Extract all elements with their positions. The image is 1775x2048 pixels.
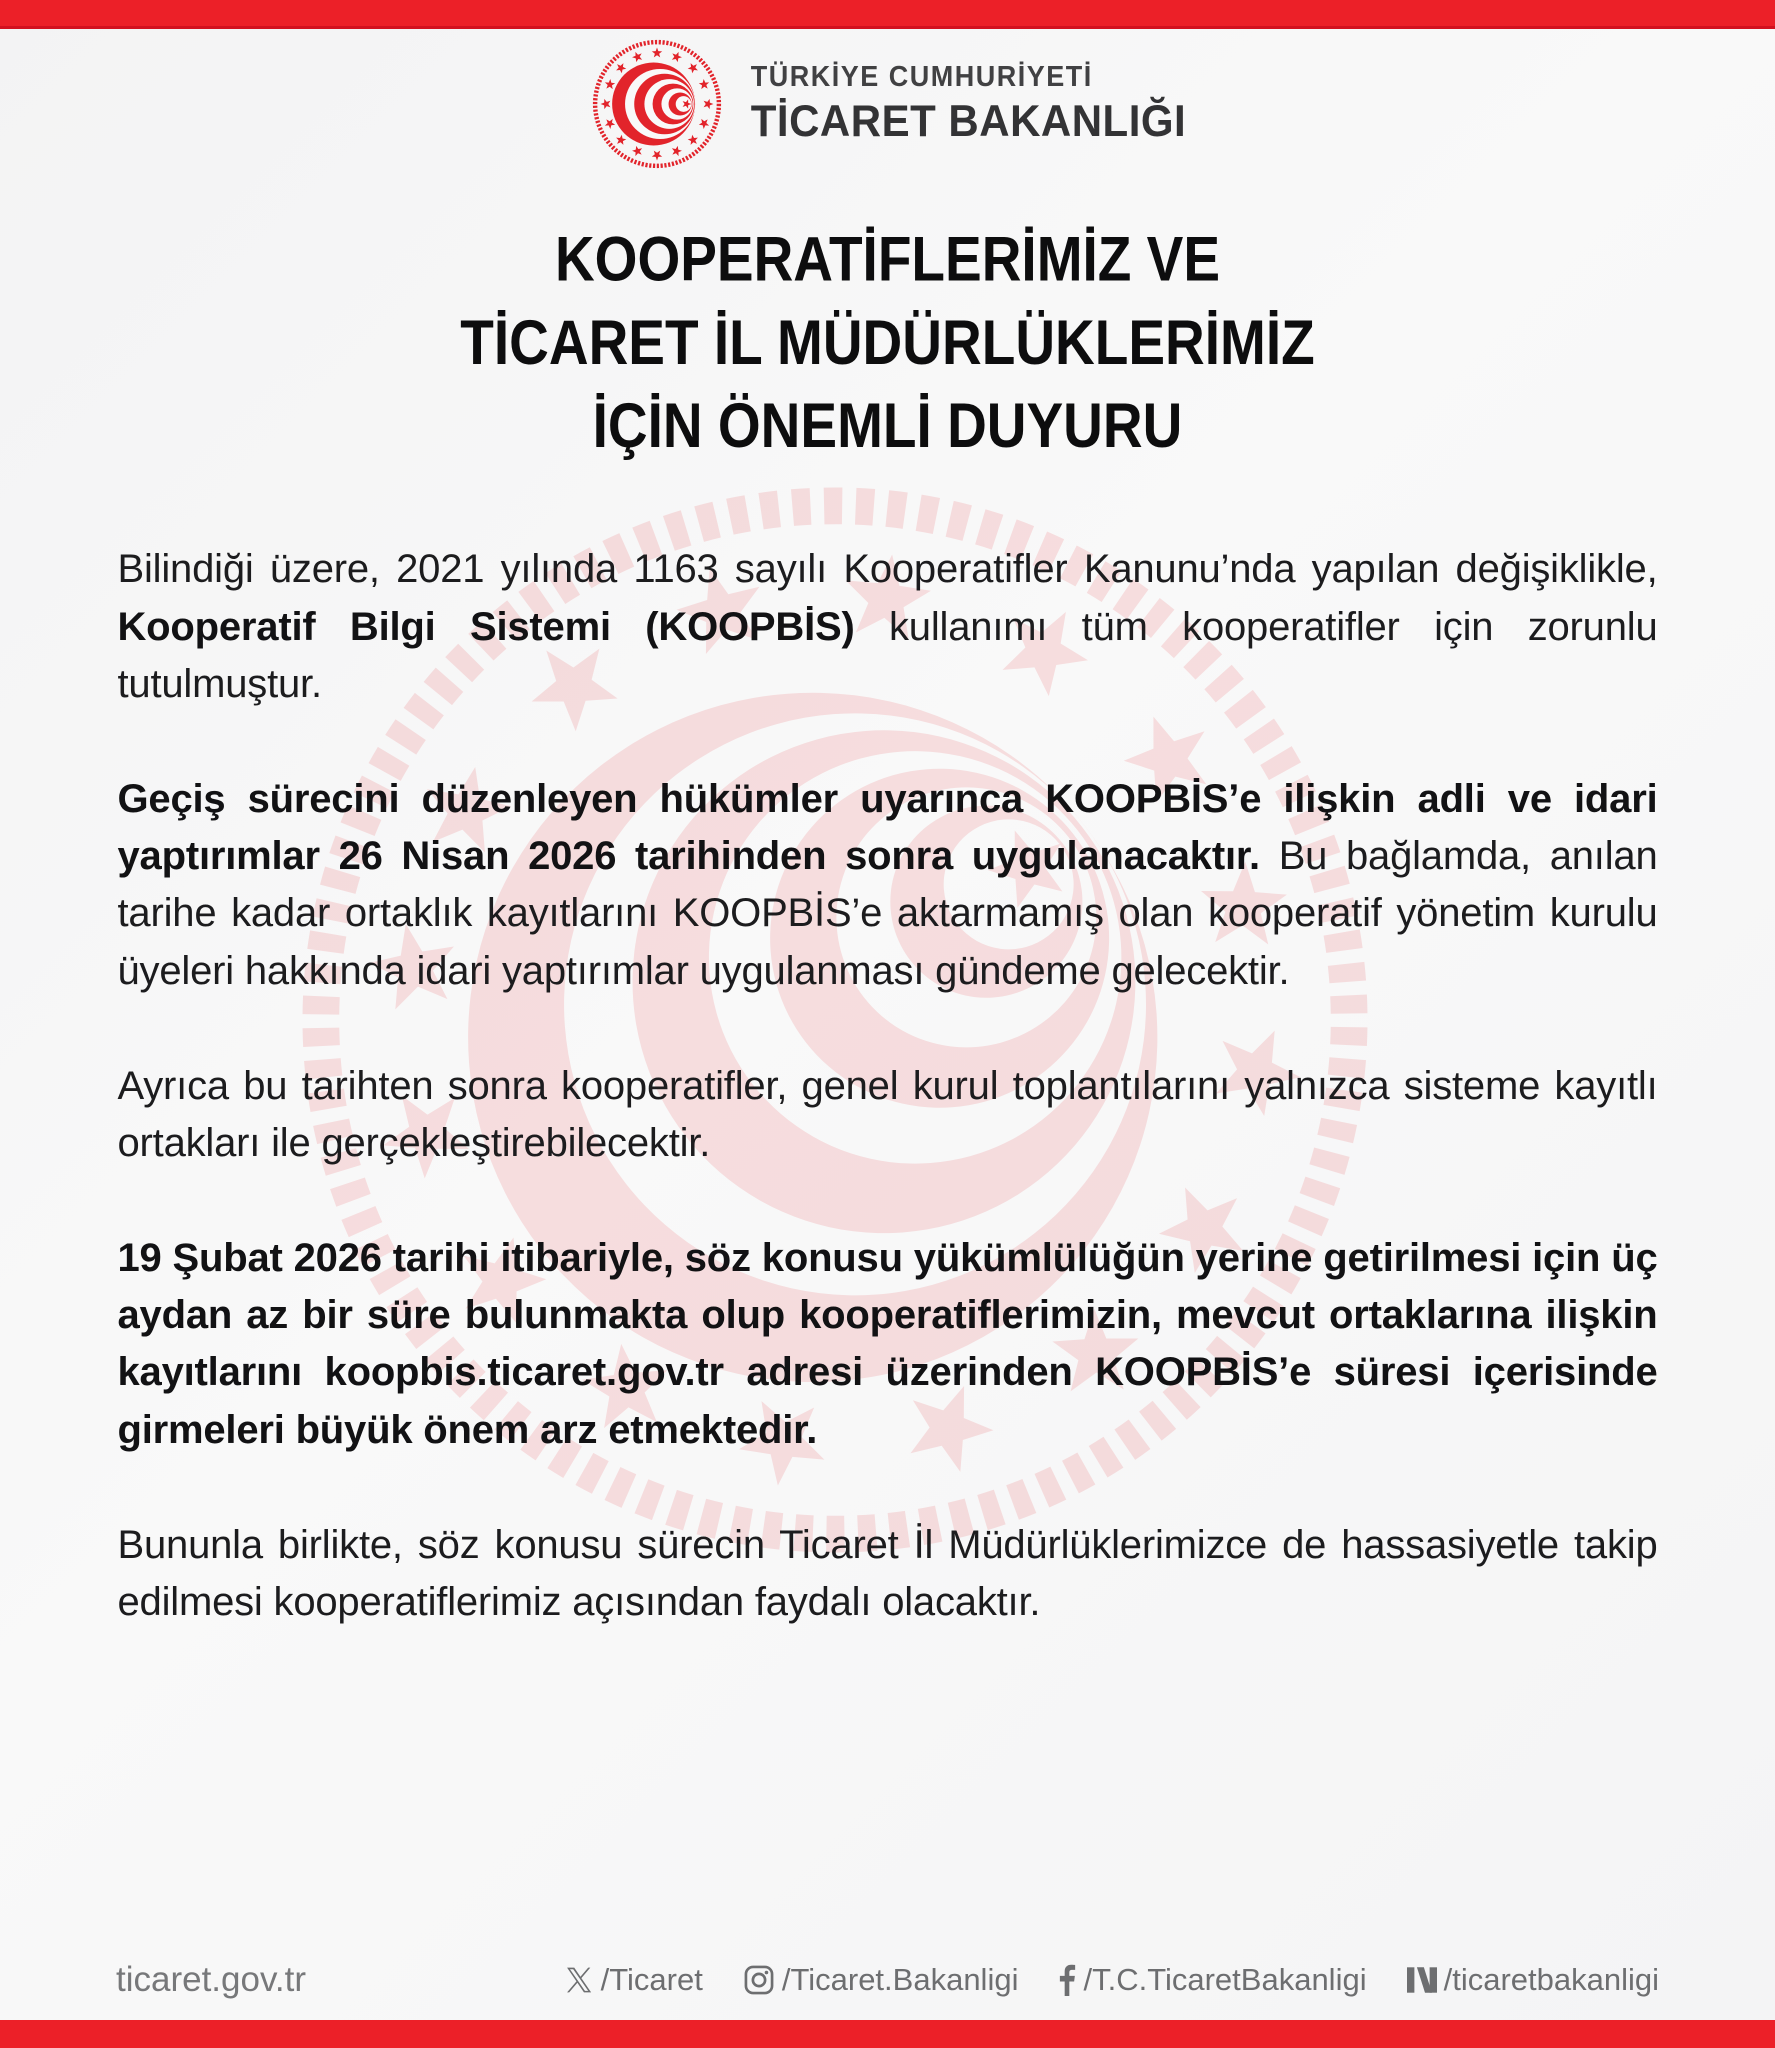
- social-link-x[interactable]: [564, 1962, 703, 1998]
- social-link-instagram[interactable]: [743, 1962, 1019, 1998]
- announcement-body: [118, 541, 1658, 1631]
- ministry-name: TİCARET BAKANLIĞI: [750, 95, 1187, 146]
- social-handle: /ticaretbakanligi: [1443, 1962, 1659, 1997]
- ministry-logo-text: [751, 61, 1186, 147]
- top-red-band: [0, 0, 1775, 29]
- x-icon: [564, 1965, 594, 1995]
- paragraph-bold-text: Kooperatif Bilgi Sistemi (KOOPBİS): [117, 604, 855, 649]
- social-handle: /T.C.TicaretBakanligi: [1083, 1962, 1367, 1997]
- page-title: [0, 218, 1775, 468]
- facebook-icon: [1058, 1964, 1076, 1996]
- body-paragraph-3: Ayrıca bu tarihten sonra kooperatifler, genel kurul toplantılarını yalnızca sisteme kayıtlı ortakları ile gerçekleştirebilecektir.: [117, 1063, 1658, 1165]
- paragraph-text: Bu bağlamda, anılan tarihe kadar ortaklık kayıtlarını KOOPBİS’e aktarmamış olan kooperatif yönetim kurulu üyeleri hakkında idari yaptırımlar uygulanması gündeme gelecektir.: [117, 834, 1658, 993]
- nsosyal-icon: [1407, 1966, 1437, 1994]
- footer: [0, 1960, 1775, 2000]
- social-link-facebook[interactable]: [1058, 1962, 1366, 1998]
- title-line-3: İÇİN ÖNEMLİ DUYURU: [592, 390, 1183, 462]
- title-line-1: KOOPERATİFLERİMİZ VE: [554, 223, 1221, 295]
- social-link-nsosyal[interactable]: [1407, 1962, 1659, 1998]
- social-handle: /Ticaret.Bakanligi: [781, 1962, 1019, 1997]
- paragraph-text: kullanımı tüm kooperatifler için zorunlu tutulmuştur.: [117, 604, 1658, 706]
- body-paragraph-2: [118, 771, 1658, 1000]
- body-paragraph-4: 19 Şubat 2026 tarihi itibariyle, söz konusu yükümlülüğün yerine getirilmesi için üç aydan az bir süre bulunmakta olup kooperatiflerimizin, mevcut ortaklarına ilişkin kayıtlarını koopbis.ticaret.gov.tr adresi üzerinden KOOPBİS’e süresi içerisinde girmeleri büyük önem arz etmektedir.: [117, 1236, 1658, 1452]
- website-link[interactable]: ticaret.gov.tr: [116, 1960, 306, 1999]
- social-handle: /Ticaret: [600, 1962, 703, 1997]
- ministry-emblem-icon: [589, 36, 725, 172]
- social-links: [564, 1962, 1659, 1998]
- ministry-logo: [0, 36, 1775, 172]
- ministry-org-name: TÜRKİYE CUMHURİYETİ: [750, 60, 1093, 93]
- instagram-icon: [743, 1964, 775, 1996]
- body-paragraph-5: Bununla birlikte, söz konusu sürecin Ticaret İl Müdürlüklerimizce de hassasiyetle takip edilmesi kooperatiflerimiz açısından faydalı olacaktır.: [117, 1522, 1658, 1625]
- paragraph-bold-text: Geçiş sürecini düzenleyen hükümler uyarınca KOOPBİS’e ilişkin adli ve idari yaptırımlar 26 Nisan 2026 tarihinden sonra uygulanacaktır.: [117, 776, 1658, 879]
- bottom-red-band: [0, 2020, 1775, 2048]
- paragraph-text: Bilindiği üzere, 2021 yılında 1163 sayılı Kooperatifler Kanunu’nda yapılan değişiklikle,: [117, 547, 1658, 592]
- body-paragraph-1: [118, 541, 1658, 713]
- title-line-2: TİCARET İL MÜDÜRLÜKLERİMİZ: [460, 307, 1315, 378]
